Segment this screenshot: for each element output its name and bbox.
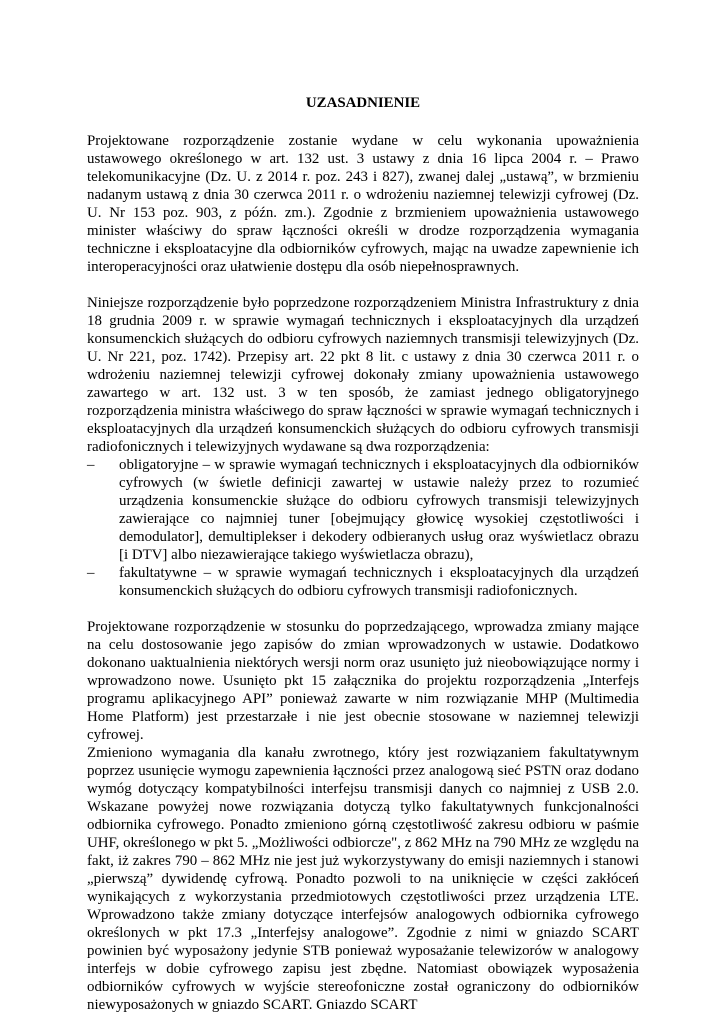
paragraph-legal-basis: Projektowane rozporządzenie zostanie wydane w celu wykonania upoważnienia ustawowego określonego w art. 132 ust. 3 ustawy z dnia 16 lipca 2004 r. – Prawo telekomunikacyjne (Dz. U. z 2014 r. poz. 243 i 827), zwanej dalej „ustawą”, w brzmieniu nadanym ustawą z dnia 30 czerwca 2011 r. o wdrożeniu naziemnej telewizji cyfrowej (Dz. U. Nr 153 poz. 903, z późn. zm.). Zgodnie z brzmieniem upoważnienia ustawowego minister właściwy do spraw łączności określi w drodze rozporządzenia wymagania techniczne i eksploatacyjne dla odbiorników cyfrowych, mając na uwadze zapewnienie ich interoperacyjności oraz ułatwienie dostępu dla osób niepełnosprawnych. [87,133,639,275]
list-item-text: fakultatywne – w sprawie wymagań technicznych i eksploatacyjnych dla urządzeń konsumenckich służących do odbioru cyfrowych transmisji radiofonicznych. [119,565,639,599]
list-item-text: obligatoryjne – w sprawie wymagań technicznych i eksploatacyjnych dla odbiorników cyfrowych (w świetle definicji zawartej w ustawie należy przez to rozumieć urządzenia konsumenckie służące do odbioru cyfrowych transmisji telewizyjnych zawierające co najmniej tuner [obejmujący głowicę wysokiej częstotliwości i demodulator], demultiplekser i dekodery odbieranych usług oraz wyświetlacz obrazu [i DTV] albo niezawierające takiego wyświetlacza obrazu), [119,457,639,563]
list-item [87,564,639,600]
regulation-types-list [87,456,639,600]
paragraph-changes-introduced: Projektowane rozporządzenie w stosunku do poprzedzającego, wprowadza zmiany mające na celu dostosowanie jego zapisów do zmian wprowadzonych w ustawie. Dodatkowo dokonano uaktualnienia niektórych wersji norm oraz usunięto już nieobowiązujące normy i wprowadzono nowe. Usunięto pkt 15 załącznika do projektu rozporządzenia „Interfejs programu aplikacyjnego API” ponieważ zawarte w nim rozwiązanie MHP (Multimedia Home Platform) jest przestarzałe i nie jest obecnie stosowane w naziemnej telewizji cyfrowej. [87,619,639,743]
list-dash: – [87,457,95,473]
document-body [87,94,639,1014]
list-dash: – [87,565,95,581]
document-title: UZASADNIENIE [305,95,421,111]
list-item [87,456,639,564]
paragraph-previous-regulation: Niniejsze rozporządzenie było poprzedzone rozporządzeniem Ministra Infrastruktury z dnia 18 grudnia 2009 r. w sprawie wymagań technicznych i eksploatacyjnych dla urządzeń konsumenckich służących do odbioru cyfrowych naziemnych transmisji telewizyjnych (Dz. U. Nr 221, poz. 1742). Przepisy art. 22 pkt 8 lit. c ustawy z dnia 30 czerwca 2011 r. o wdrożeniu naziemnej telewizji cyfrowej dokonały zmiany upoważnienia ustawowego zawartego w art. 132 ust. 3 w ten sposób, że zamiast jednego obligatoryjnego rozporządzenia ministra właściwego do spraw łączności w sprawie wymagań technicznych i eksploatacyjnych dla urządzeń konsumenckich służących do odbioru cyfrowych transmisji radiofonicznych i telewizyjnych wydawane są dwa rozporządzenia: [87,295,639,455]
paragraph-return-channel-changes: Zmieniono wymagania dla kanału zwrotnego, który jest rozwiązaniem fakultatywnym poprzez usunięcie wymogu zapewnienia łączności przez analogową sieć PSTN oraz dodano wymóg dotyczący kompatybilności interfejsu transmisji danych co najmniej z USB 2.0. Wskazane powyżej nowe rozwiązania dotyczą tylko fakultatywnych funkcjonalności odbiornika cyfrowego. Ponadto zmieniono górną częstotliwość zakresu odbioru w paśmie UHF, określonego w pkt 5. „Możliwości odbiorcze", z 862 MHz na 790 MHz ze względu na fakt, iż zakres 790 – 862 MHz nie jest już wykorzystywany do emisji naziemnych i stanowi „pierwszą” dywidendę cyfrową. Ponadto pozwoli to na uniknięcie w części zakłóceń wynikających z wykorzystania przedmiotowych częstotliwości przez urządzenia LTE. Wprowadzono także zmiany dotyczące interfejsów analogowych odbiornika cyfrowego określonych w pkt 17.3 „Interfejsy analogowe”. Zgodnie z nimi w gniazdo SCART powinien być wyposażony jedynie STB ponieważ wyposażanie telewizorów w analogowy interfejs w dobie cyfrowego zapisu jest zbędne. Natomiast obowiązek wyposażenia odbiorników cyfrowych w wyjście stereofoniczne został ograniczony do odbiorników niewyposażonych w gniazdo SCART. Gniazdo SCART [87,745,639,1013]
